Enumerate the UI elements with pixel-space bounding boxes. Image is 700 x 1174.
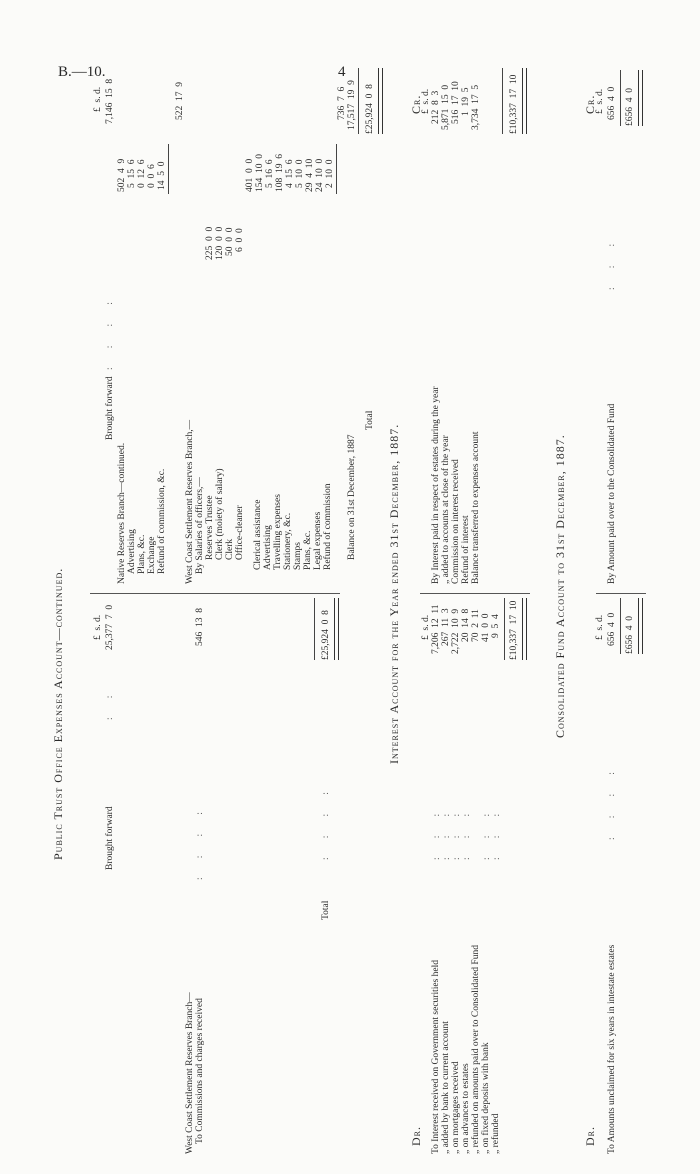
wc-item-label: Clerical assistance (253, 499, 263, 570)
wc-item-label: Advertising (263, 525, 273, 570)
wc-item-amount: 29 4 10 (305, 158, 315, 192)
native-item-label: Refund of commission, &c. (157, 468, 167, 574)
officer-label: Clerk (moiety of salary) (215, 468, 225, 560)
officer-amount: 50 0 0 (225, 227, 235, 256)
wc-item-amount: 108 19 6 (275, 154, 285, 192)
interest-left-label: „ refunded on amounts paid over to Consolidated Fund (471, 945, 481, 1154)
consolidated-right-amount: 656 4 0 (607, 86, 617, 120)
consolidated-left-label: To Amounts unclaimed for six years in intestate estates (607, 944, 617, 1154)
consolidated-title: Consolidated Fund Account to 31st December, 1887. (553, 434, 567, 738)
interest-left-amount: 267 11 3 (441, 608, 451, 646)
interest-left-label: „ on fixed deposits with bank (481, 1042, 491, 1154)
pto-divider (90, 593, 340, 594)
interest-left-total: £10,337 17 10 (509, 600, 519, 660)
native-item-label: Exchange (147, 536, 157, 574)
wc-item-amount: 5 16 6 (265, 159, 275, 188)
double-rule (334, 598, 339, 660)
native-item-amount: 5 15 6 (127, 159, 137, 188)
interest-cr: Cr. (409, 94, 423, 114)
wc-item-label: Plans, &c. (303, 530, 313, 570)
pto-right-native-branch: Native Reserves Branch—continued. (117, 442, 127, 584)
officer-amount: 6 0 0 (235, 228, 245, 252)
pto-balance-label: Balance on 31st December, 1887 (347, 434, 357, 560)
wc-item-amount: 2 10 0 (325, 159, 335, 188)
interest-right-amount: 516 17 10 (451, 81, 461, 124)
interest-title: Interest Account for the Year ended 31st December, 1887. (387, 423, 401, 764)
wc-item-label: Refund of commission (323, 483, 333, 570)
rule (168, 144, 169, 194)
pto-right-bf-amount: 7,146 15 8 (105, 78, 115, 124)
pto-left-brought-forward: Brought forward (105, 806, 115, 870)
wc-item-amount: 154 10 0 (255, 154, 265, 192)
page-reference: B.—10. (58, 64, 106, 80)
wc-item-amount: 4 15 6 (285, 159, 295, 188)
interest-left-label: To Interest received on Government securities held (431, 959, 441, 1154)
rotated-accounts (40, 50, 660, 1160)
leader-dots: : : : : (321, 789, 331, 860)
interest-left-label: „ added by bank to current account (441, 1021, 451, 1154)
wc-item-label: Travelling expenses (273, 494, 283, 570)
leader-dots: : : : : (195, 809, 205, 880)
consolidated-dr: Dr. (583, 1125, 597, 1146)
double-rule (638, 70, 643, 126)
interest-divider (420, 593, 530, 594)
native-item-label: Plans, &c. (137, 534, 147, 574)
rule (502, 68, 503, 134)
wc-item-amount: 5 10 0 (295, 159, 305, 188)
interest-right-label: Commission on interest received (451, 459, 461, 584)
interest-right-amount: 212 8 3 (431, 90, 441, 124)
pto-right-west-coast: West Coast Settlement Reserves Branch,— (185, 419, 195, 584)
consolidated-left-amount: 656 4 0 (607, 612, 617, 646)
pto-right-wc-total: 736 7 6 (337, 86, 347, 120)
wc-item-label: Stamps (293, 542, 303, 570)
pto-left-total-label: Total (321, 900, 331, 920)
officer-amount: 120 0 0 (215, 226, 225, 260)
leader-dots: : : : : (607, 769, 617, 840)
officer-label: Office-cleaner (235, 505, 245, 560)
pto-left-west-coast: West Coast Settlement Reserves Branch— (185, 992, 195, 1154)
leader-dots: : : : (607, 240, 617, 290)
leader-dots: : : : : : : : : : : : : : : : : : : (432, 810, 502, 860)
interest-dr: Dr. (409, 1125, 423, 1146)
wc-item-label: Stationery, &c. (283, 512, 293, 570)
officer-label: Reserves Trustee (205, 495, 215, 560)
interest-right-total: £10,337 17 10 (509, 74, 519, 134)
native-item-amount: 0 12 6 (137, 159, 147, 188)
pto-right-native-total: 522 17 9 (175, 82, 185, 120)
rule (358, 68, 359, 134)
rule (620, 70, 621, 126)
page-number: 4 (338, 64, 346, 80)
rule (504, 598, 505, 660)
interest-right-curr-head: £ s. d. (421, 88, 431, 114)
consolidated-cr: Cr. (583, 94, 597, 114)
interest-left-amount: 70 2 11 (471, 609, 481, 642)
native-item-amount: 14 5 0 (157, 161, 167, 190)
interest-left-label: „ refunded (491, 1113, 501, 1154)
interest-left-label: „ on advances to estates (461, 1063, 471, 1154)
officer-amount: 225 0 0 (205, 226, 215, 260)
interest-right-label: Balance transferred to expenses account (471, 431, 481, 584)
rule (314, 598, 315, 660)
interest-right-amount: 5,871 15 0 (441, 84, 451, 130)
pto-right-total: £25,924 0 8 (365, 84, 375, 134)
double-rule (522, 598, 527, 660)
interest-left-label: „ on mortgages received (451, 1061, 461, 1154)
consolidated-left-curr-head: £ s. d. (595, 614, 605, 640)
pto-balance: 17,517 19 9 (347, 80, 357, 130)
pto-left-commissions: To Commissions and charges received (195, 998, 205, 1144)
interest-right-label: Refund of interest (461, 515, 471, 584)
consolidated-left-total: £656 4 0 (625, 616, 635, 654)
interest-left-amount: 20 14 8 (461, 608, 471, 642)
wc-item-amount: 401 0 0 (245, 158, 255, 192)
interest-left-amount: 7,206 12 11 (431, 604, 441, 654)
pto-left-total: £25,924 0 8 (321, 610, 331, 660)
interest-right-label: „ added to accounts at close of the year (441, 435, 451, 584)
pto-right-salaries: By Salaries of officers,— (195, 477, 205, 574)
pto-right-brought-forward: Brought forward (105, 376, 115, 440)
leader-dots: : : : : (105, 299, 115, 370)
pto-left-comm-amount: 546 13 8 (195, 608, 205, 646)
leader-dots: : : (105, 692, 115, 720)
interest-left-amount: 9 5 4 (491, 614, 501, 638)
interest-right-amount: 3,734 17 5 (471, 84, 481, 130)
wc-item-amount: 24 10 0 (315, 158, 325, 192)
rule (620, 598, 621, 654)
consolidated-right-label: By Amount paid over to the Consolidated Fund (607, 403, 617, 584)
rule (336, 144, 337, 194)
wc-item-label: Legal expenses (313, 511, 323, 570)
double-rule (378, 68, 383, 134)
pto-left-bf-amount: 25,377 7 0 (105, 604, 115, 650)
consolidated-divider (596, 593, 646, 594)
pto-right-total-label: Total (365, 410, 375, 430)
consolidated-right-total: £656 4 0 (625, 88, 635, 126)
pto-right-curr-head: £ s. d. (93, 86, 103, 112)
pto-title: Public Trust Office Expenses Account—continued. (51, 567, 65, 860)
native-item-amount: 0 0 6 (147, 164, 157, 188)
consolidated-right-curr-head: £ s. d. (595, 88, 605, 114)
officer-label: Clerk (225, 538, 235, 560)
pto-left-curr-head: £ s. d. (93, 614, 103, 640)
interest-left-amount: 2,722 10 9 (451, 608, 461, 654)
native-item-label: Advertising (127, 529, 137, 574)
pto-right-native-first: 502 4 9 (117, 158, 127, 192)
interest-right-label: By Interest paid in respect of estates during the year (431, 386, 441, 584)
interest-left-curr-head: £ s. d. (421, 614, 431, 640)
double-rule (638, 598, 643, 654)
interest-left-amount: 41 0 0 (481, 613, 491, 642)
interest-right-amount: 1 19 5 (461, 87, 471, 116)
double-rule (522, 68, 527, 134)
